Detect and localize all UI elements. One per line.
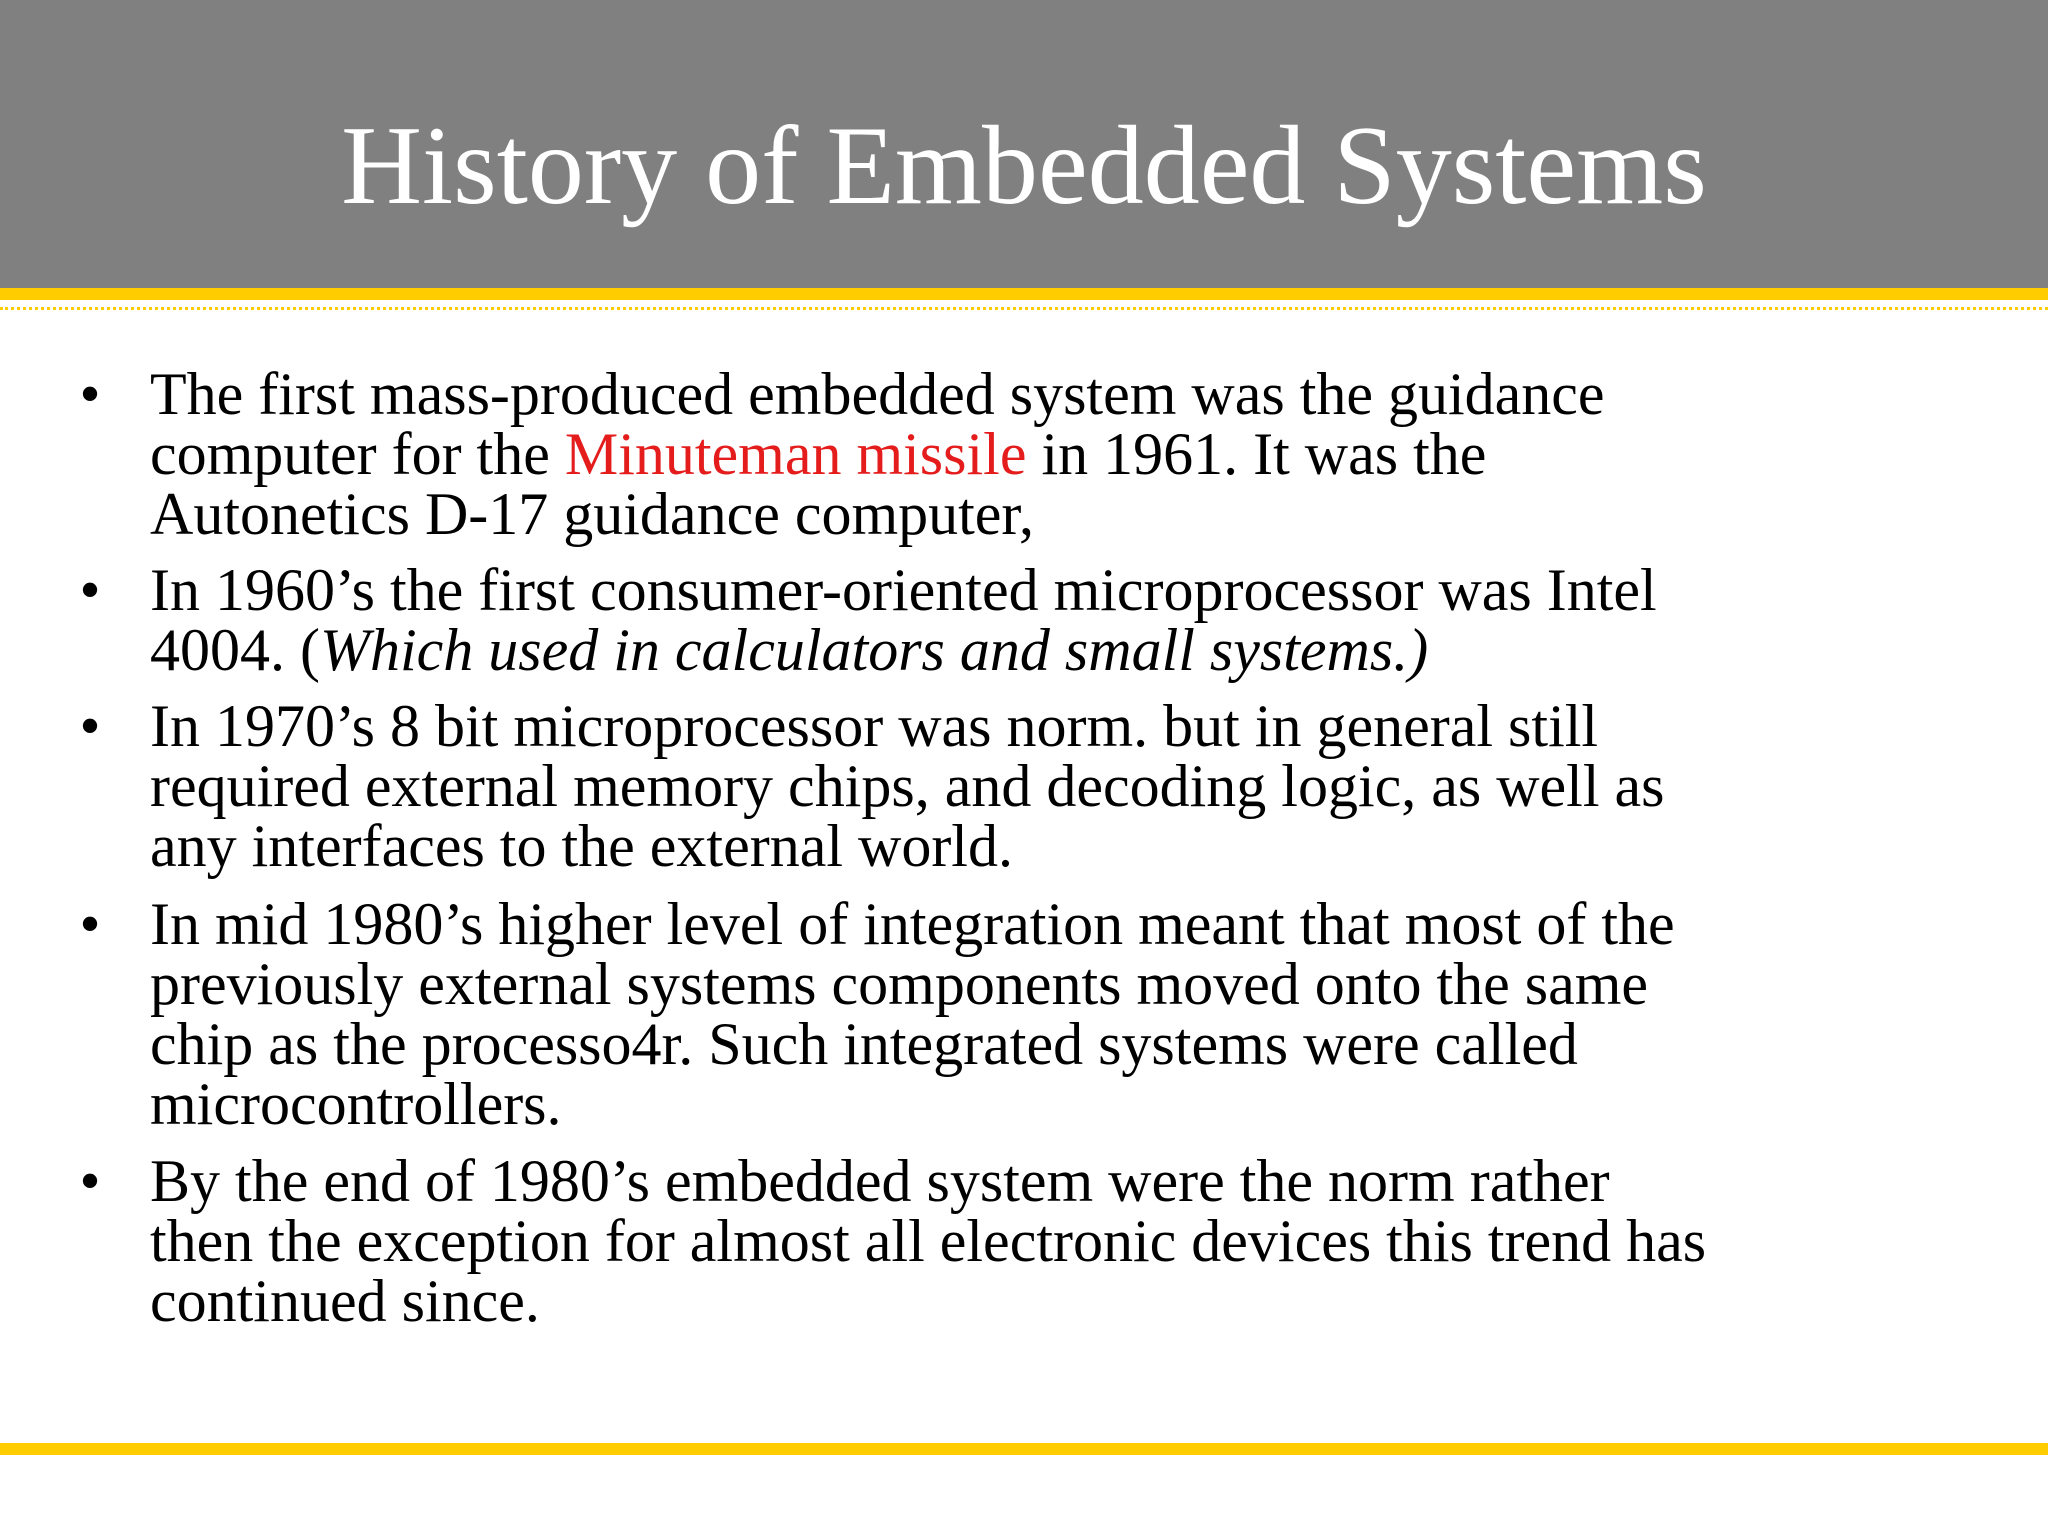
bullet-text: in 1961. It was the <box>1026 421 1487 487</box>
bullet-line: then the exception for almost all electronic devices this trend has <box>150 1208 1707 1274</box>
bullet-dot: • <box>79 557 101 623</box>
bullet-line: Autonetics D-17 guidance computer, <box>150 481 1035 547</box>
bullet-item-end-1980s <box>79 1148 2030 1334</box>
bullet-line <box>150 617 2030 683</box>
bullet-line: continued since. <box>150 1268 540 1334</box>
bullet-line: By the end of 1980’s embedded system were the norm rather <box>150 1148 1610 1214</box>
bullet-dot: • <box>79 1148 101 1214</box>
bullet-line: previously external systems components moved onto the same <box>150 951 1649 1017</box>
bullet-dot: • <box>79 361 101 427</box>
minuteman-missile-highlight: Minuteman missile <box>564 421 1027 487</box>
bullet-item-mid-1980s <box>79 891 2030 1137</box>
bullet-text: computer for the <box>150 421 565 487</box>
bullet-item-minuteman <box>79 361 2030 547</box>
bullet-line: microcontrollers. <box>150 1071 562 1137</box>
bullet-line: In 1960’s the first consumer-oriented microprocessor was Intel <box>150 557 1657 623</box>
bullet-line: chip as the processo4r. Such integrated systems were called <box>150 1011 1578 1077</box>
bullet-line: In 1970’s 8 bit microprocessor was norm. but in general still <box>150 693 1599 759</box>
footer-accent-rule <box>0 1443 2048 1455</box>
bullet-dot: • <box>79 693 101 759</box>
bullet-line: In mid 1980’s higher level of integration meant that most of the <box>150 891 1675 957</box>
bullet-dot: • <box>79 891 101 957</box>
italic-note: Which used in calculators and small systems.) <box>319 617 1429 683</box>
bullet-line: any interfaces to the external world. <box>150 813 1013 879</box>
bullet-item-intel-4004 <box>79 557 2030 683</box>
bullet-line <box>150 421 2030 487</box>
bullet-line: required external memory chips, and decoding logic, as well as <box>150 753 1665 819</box>
bullet-text: 4004. ( <box>150 617 320 683</box>
bullet-item-1970s <box>79 693 2030 879</box>
bullet-line: The first mass-produced embedded system was the guidance <box>150 361 1605 427</box>
slide-title: History of Embedded Systems <box>341 104 1707 228</box>
